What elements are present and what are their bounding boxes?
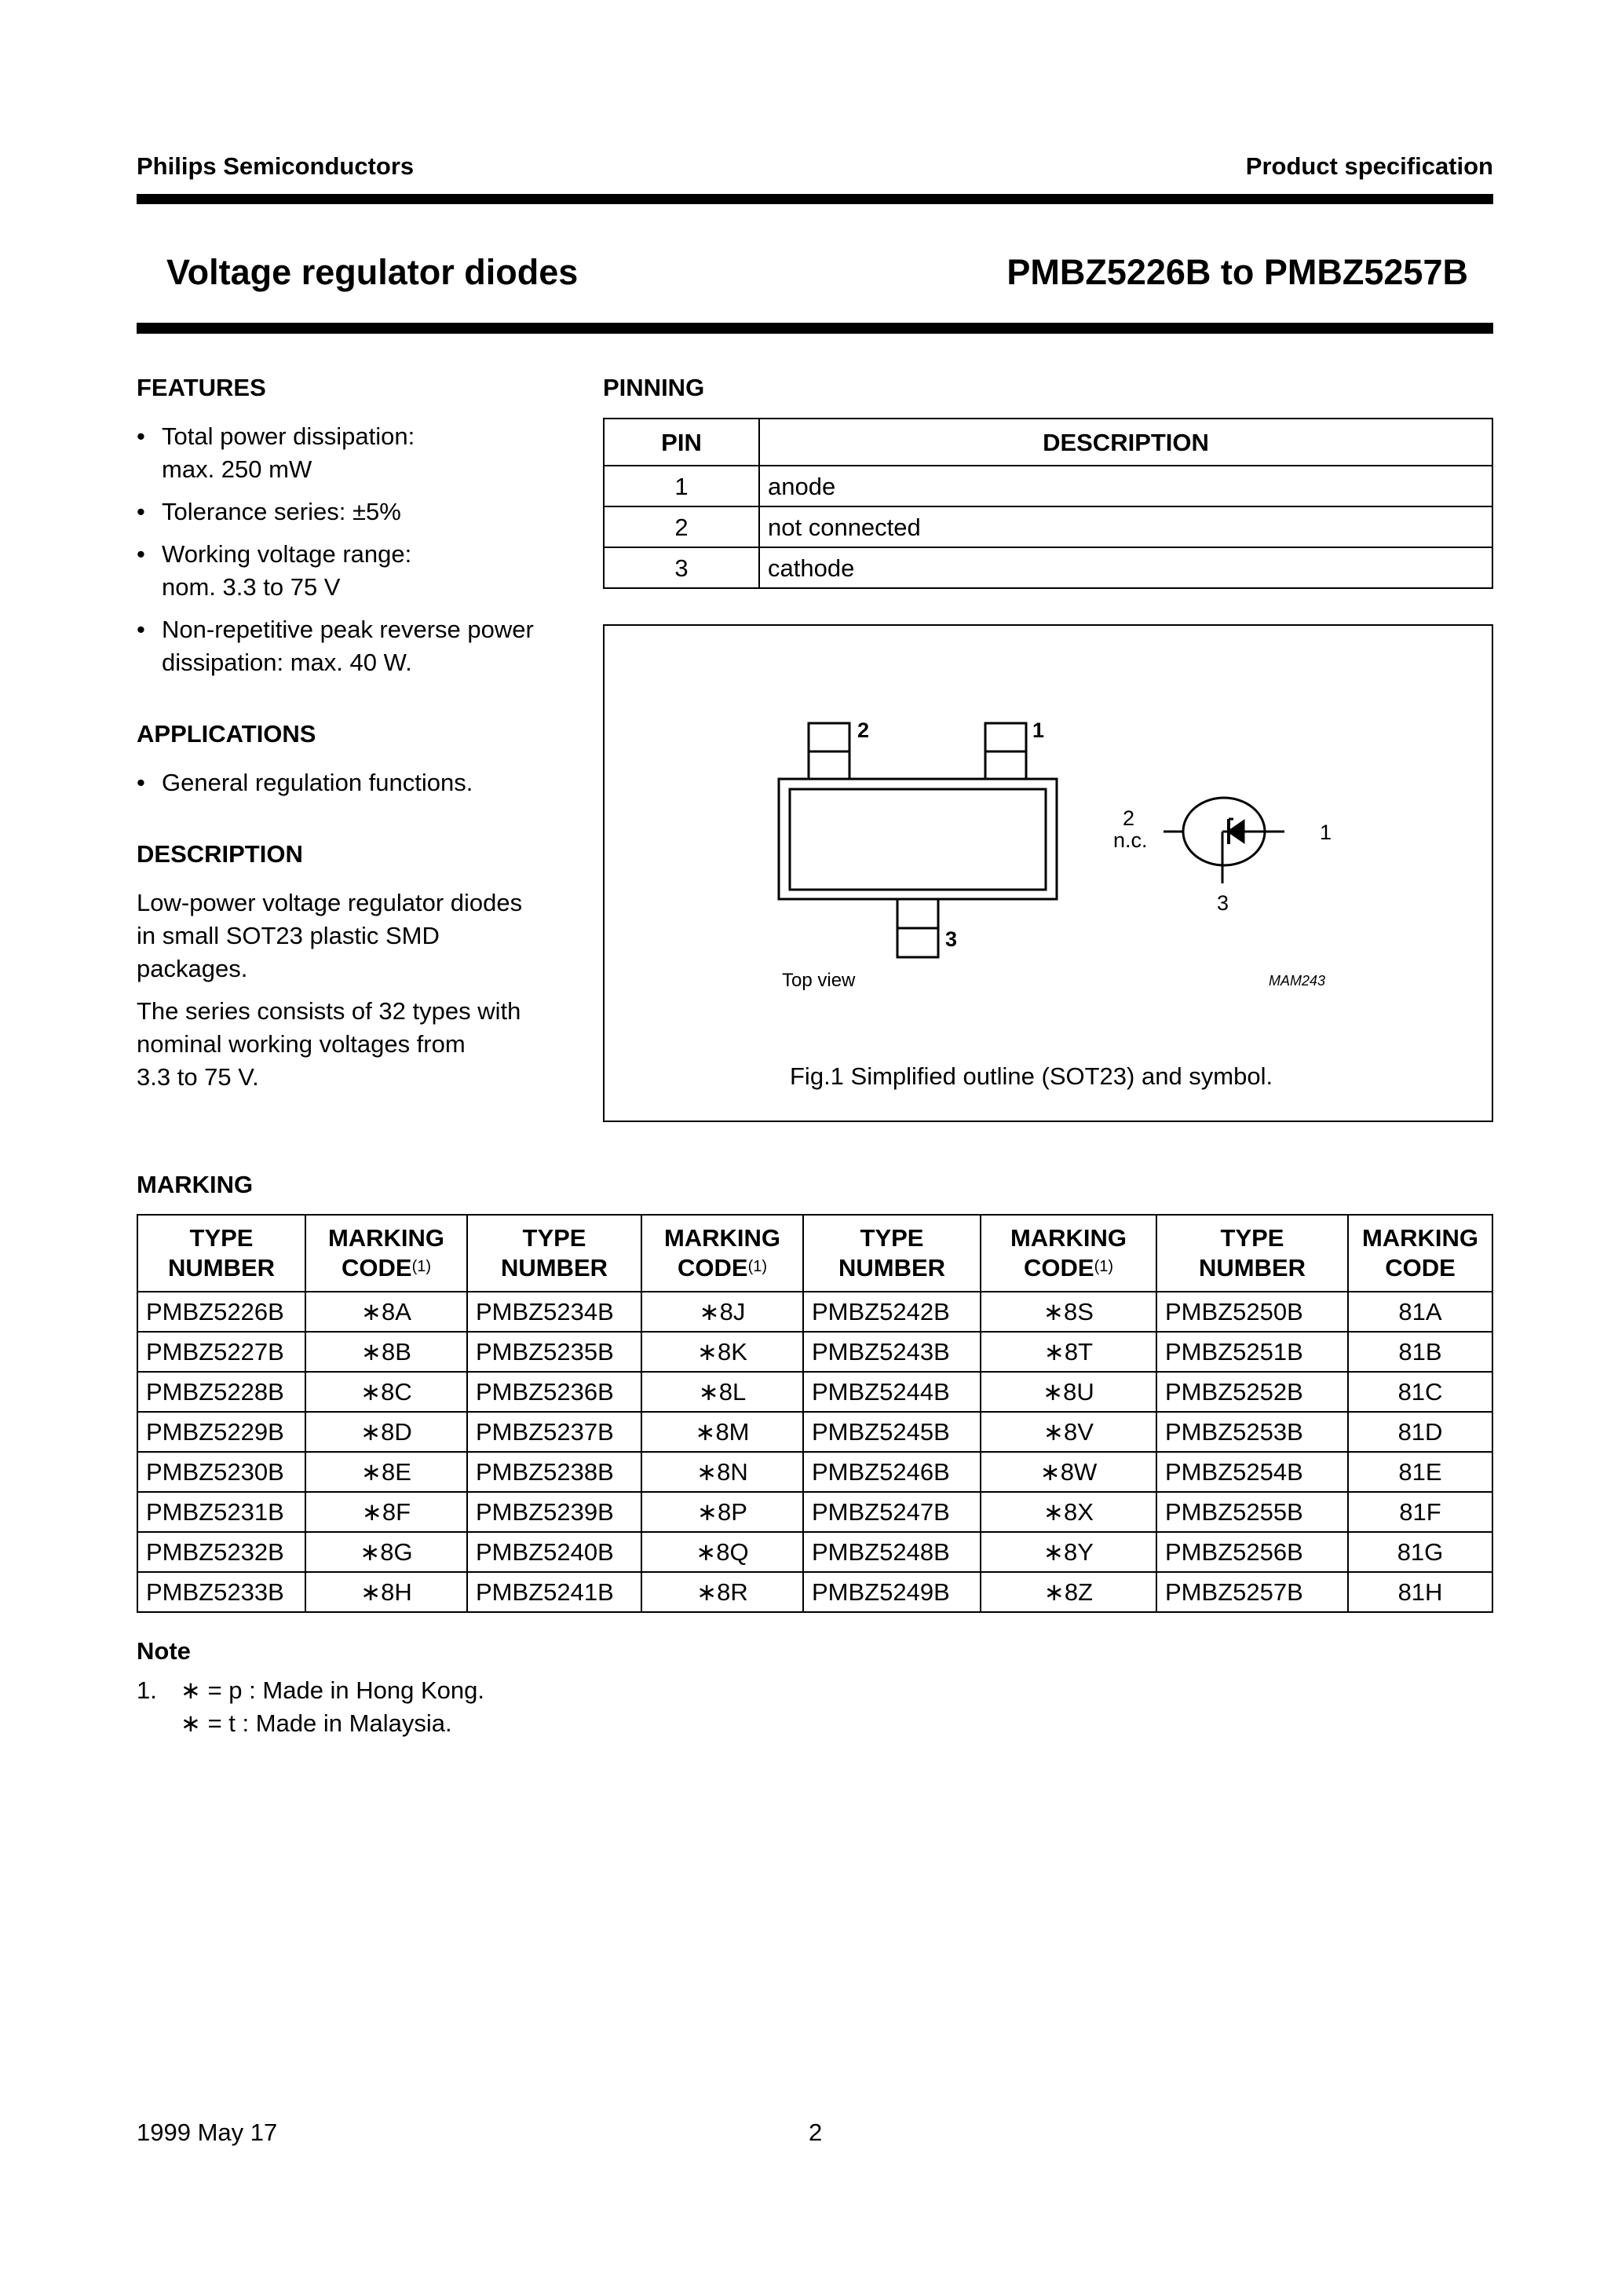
pin-2-label: 2 xyxy=(857,718,870,742)
marking-code: ∗8S xyxy=(981,1292,1156,1332)
table-row xyxy=(137,1412,1492,1452)
marking-code: ∗8E xyxy=(305,1452,467,1492)
type-number: PMBZ5233B xyxy=(137,1572,305,1612)
description-heading: DESCRIPTION xyxy=(137,840,303,868)
diode-triangle xyxy=(1229,821,1244,842)
pin-description: cathode xyxy=(759,547,1492,588)
type-number: PMBZ5239B xyxy=(467,1492,641,1532)
pin-number: 3 xyxy=(604,547,759,588)
description-column-header: DESCRIPTION xyxy=(759,419,1492,466)
document-type: Product specification xyxy=(1245,152,1493,180)
type-number: PMBZ5247B xyxy=(803,1492,981,1532)
marking-table xyxy=(137,1214,1493,1613)
marking-code-header: MARKING CODE$^{(1)}$ xyxy=(641,1215,803,1292)
page-number: 2 xyxy=(809,2119,823,2146)
type-number: PMBZ5254B xyxy=(1156,1452,1348,1492)
type-number: PMBZ5251B xyxy=(1156,1332,1348,1372)
marking-code: 81H xyxy=(1348,1572,1492,1612)
pin-column-header: PIN xyxy=(604,419,759,466)
company-name: Philips Semiconductors xyxy=(137,152,415,180)
table-row xyxy=(137,1452,1492,1492)
marking-code: ∗8H xyxy=(305,1572,467,1612)
type-number: PMBZ5244B xyxy=(803,1372,981,1412)
type-number: PMBZ5246B xyxy=(803,1452,981,1492)
marking-code: ∗8W xyxy=(981,1452,1156,1492)
type-number: PMBZ5250B xyxy=(1156,1292,1348,1332)
pin-3-label: 3 xyxy=(945,927,958,951)
type-number: PMBZ5227B xyxy=(137,1332,305,1372)
note-heading: Note xyxy=(137,1637,191,1665)
type-number: PMBZ5226B xyxy=(137,1292,305,1332)
marking-code: ∗8X xyxy=(981,1492,1156,1532)
marking-code: 81C xyxy=(1348,1372,1492,1412)
pinning-heading: PINNING xyxy=(603,374,705,401)
diode-symbol xyxy=(1164,798,1284,883)
marking-code: ∗8C xyxy=(305,1372,467,1412)
marking-code-header: MARKING CODE$^{(1)}$ xyxy=(305,1215,467,1292)
type-number: PMBZ5235B xyxy=(467,1332,641,1372)
marking-code: ∗8F xyxy=(305,1492,467,1532)
type-number: PMBZ5230B xyxy=(137,1452,305,1492)
type-number: PMBZ5252B xyxy=(1156,1372,1348,1412)
marking-code: ∗8U xyxy=(981,1372,1156,1412)
marking-code: ∗8L xyxy=(641,1372,803,1412)
table-row xyxy=(604,547,1492,588)
marking-code: ∗8P xyxy=(641,1492,803,1532)
marking-code: ∗8K xyxy=(641,1332,803,1372)
marking-code: ∗8N xyxy=(641,1452,803,1492)
type-number: PMBZ5249B xyxy=(803,1572,981,1612)
marking-code: 81F xyxy=(1348,1492,1492,1532)
note-number: 1. xyxy=(137,1676,157,1704)
table-row xyxy=(137,1572,1492,1612)
title-rule xyxy=(137,323,1493,334)
type-number: PMBZ5257B xyxy=(1156,1572,1348,1612)
list-item: • Working voltage range: nom. 3.3 to 75 V xyxy=(137,540,412,601)
type-number-header: TYPE NUMBER xyxy=(803,1215,981,1292)
description-paragraph: Low-power voltage regulator diodes in small SOT23 plastic SMD packages. xyxy=(137,889,523,982)
table-row xyxy=(604,466,1492,506)
pin-description: not connected xyxy=(759,506,1492,547)
table-header-row xyxy=(137,1215,1492,1292)
marking-code: 81D xyxy=(1348,1412,1492,1452)
type-number: PMBZ5241B xyxy=(467,1572,641,1612)
pin-1-label: 1 xyxy=(1032,718,1045,742)
type-number: PMBZ5231B xyxy=(137,1492,305,1532)
applications-list xyxy=(137,766,576,799)
marking-code: ∗8G xyxy=(305,1532,467,1572)
top-view-label: Top view xyxy=(782,970,856,991)
table-row xyxy=(604,506,1492,547)
type-number: PMBZ5243B xyxy=(803,1332,981,1372)
features-heading: FEATURES xyxy=(137,374,266,401)
type-number-header: TYPE NUMBER xyxy=(467,1215,641,1292)
type-number-header: TYPE NUMBER xyxy=(1156,1215,1348,1292)
table-row xyxy=(137,1372,1492,1412)
list-item: • Non-repetitive peak reverse power dissipation: max. 40 W. xyxy=(137,616,534,676)
pin-number: 1 xyxy=(604,466,759,506)
marking-code: ∗8Y xyxy=(981,1532,1156,1572)
list-item: • Tolerance series: ±5% xyxy=(137,498,401,525)
marking-code: ∗8M xyxy=(641,1412,803,1452)
marking-code: 81G xyxy=(1348,1532,1492,1572)
type-number: PMBZ5232B xyxy=(137,1532,305,1572)
footer-date: 1999 May 17 xyxy=(137,2119,278,2146)
header-rule xyxy=(137,194,1493,204)
table-row xyxy=(137,1332,1492,1372)
type-number-header: TYPE NUMBER xyxy=(137,1215,305,1292)
type-number: PMBZ5229B xyxy=(137,1412,305,1452)
figure-code: MAM243 xyxy=(1269,973,1326,989)
description-paragraph: The series consists of 32 types with nominal working voltages from 3.3 to 75 V. xyxy=(137,997,521,1091)
table-row xyxy=(137,1292,1492,1332)
pin-description: anode xyxy=(759,466,1492,506)
document-title: Voltage regulator diodes xyxy=(166,252,579,292)
list-item: • Total power dissipation: max. 250 mW xyxy=(137,422,415,483)
note-line: ∗ = p : Made in Hong Kong. xyxy=(181,1676,485,1704)
marking-code-header: MARKING CODE$^{(1)}$ xyxy=(981,1215,1156,1292)
table-header-row xyxy=(604,419,1492,466)
type-number: PMBZ5237B xyxy=(467,1412,641,1452)
marking-code: 81B xyxy=(1348,1332,1492,1372)
pinning-table xyxy=(603,418,1493,589)
figure-caption: Fig.1 Simplified outline (SOT23) and symbol. xyxy=(790,1062,1273,1090)
marking-code: ∗8R xyxy=(641,1572,803,1612)
marking-code-header: MARKING CODE xyxy=(1348,1215,1492,1292)
type-number: PMBZ5248B xyxy=(803,1532,981,1572)
marking-code: ∗8Q xyxy=(641,1532,803,1572)
type-number: PMBZ5240B xyxy=(467,1532,641,1572)
type-number: PMBZ5238B xyxy=(467,1452,641,1492)
symbol-pin-2-label: 2 xyxy=(1123,806,1135,830)
type-number: PMBZ5236B xyxy=(467,1372,641,1412)
pin-number: 2 xyxy=(604,506,759,547)
type-number: PMBZ5255B xyxy=(1156,1492,1348,1532)
symbol-pin-1-label: 1 xyxy=(1320,821,1332,844)
type-number: PMBZ5245B xyxy=(803,1412,981,1452)
marking-code: ∗8B xyxy=(305,1332,467,1372)
marking-code: ∗8D xyxy=(305,1412,467,1452)
marking-code: ∗8T xyxy=(981,1332,1156,1372)
marking-heading: MARKING xyxy=(137,1171,254,1198)
sot23-outline-and-symbol-figure xyxy=(605,626,1492,1121)
features-list xyxy=(137,420,576,679)
table-row xyxy=(137,1492,1492,1532)
marking-code: ∗8J xyxy=(641,1292,803,1332)
symbol-nc-label: n.c. xyxy=(1113,828,1148,852)
symbol-pin-3-label: 3 xyxy=(1217,891,1229,915)
type-number: PMBZ5234B xyxy=(467,1292,641,1332)
marking-code: ∗8Z xyxy=(981,1572,1156,1612)
figure-box xyxy=(603,624,1493,1122)
type-number: PMBZ5256B xyxy=(1156,1532,1348,1572)
type-number: PMBZ5242B xyxy=(803,1292,981,1332)
marking-code: 81E xyxy=(1348,1452,1492,1492)
part-range: PMBZ5226B to PMBZ5257B xyxy=(1006,252,1468,292)
applications-heading: APPLICATIONS xyxy=(137,720,316,748)
sot23-package-outline xyxy=(779,723,1057,957)
package-body-inner xyxy=(790,789,1046,890)
list-item: • General regulation functions. xyxy=(137,769,473,796)
marking-code: 81A xyxy=(1348,1292,1492,1332)
table-row xyxy=(137,1532,1492,1572)
type-number: PMBZ5228B xyxy=(137,1372,305,1412)
marking-code: ∗8A xyxy=(305,1292,467,1332)
left-column xyxy=(137,375,576,1103)
note-line: ∗ = t : Made in Malaysia. xyxy=(181,1709,452,1737)
type-number: PMBZ5253B xyxy=(1156,1412,1348,1452)
package-body-outer xyxy=(779,779,1057,899)
marking-code: ∗8V xyxy=(981,1412,1156,1452)
